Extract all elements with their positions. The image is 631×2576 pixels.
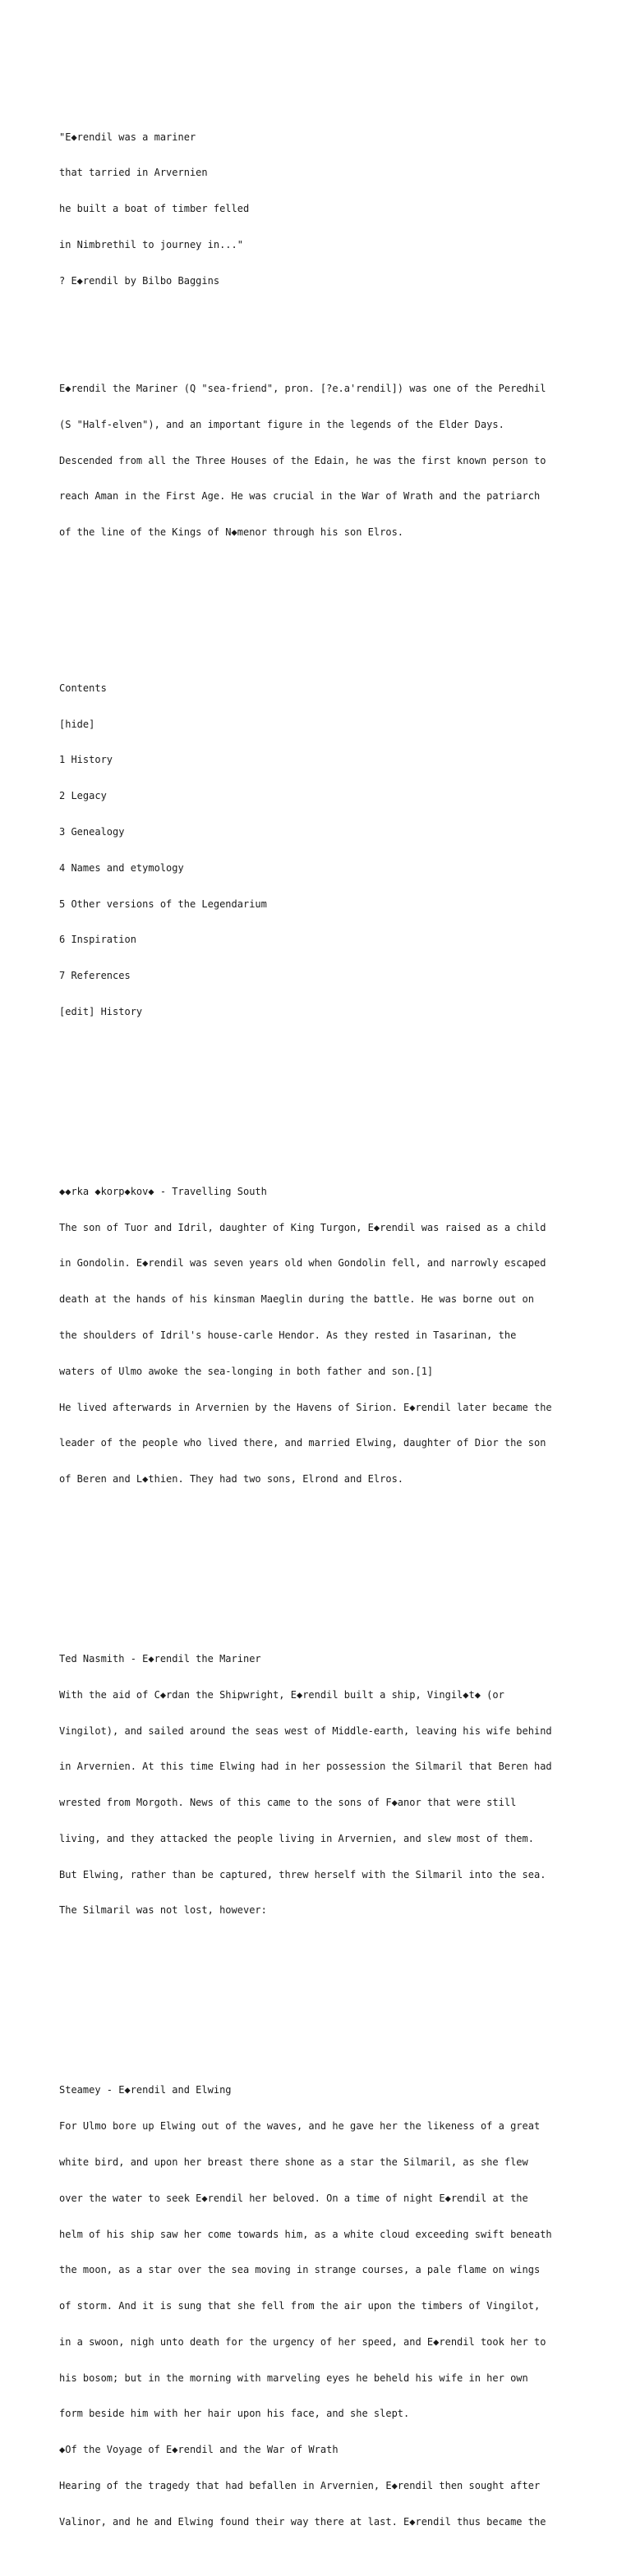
intro-paragraph bbox=[59, 359, 585, 562]
image-caption: Ted Nasmith - E◆rendil the Mariner bbox=[59, 1653, 261, 1665]
paragraph-line: in Gondolin. E◆rendil was seven years old when Gondolin fell, and narrowly escaped bbox=[59, 1257, 546, 1270]
image-caption: Steamey - E◆rendil and Elwing bbox=[59, 2084, 232, 2096]
paragraph-line: Hearing of the tragedy that had befallen in Arvernien, E◆rendil then sought after bbox=[59, 2479, 541, 2491]
paragraph-line: Valinor, and he and Elwing found their way there at last. E◆rendil thus became the bbox=[59, 2515, 546, 2528]
poem-line: that tarried in Arvernien bbox=[59, 167, 208, 179]
table-of-contents bbox=[59, 659, 585, 1042]
history-section-1 bbox=[59, 1162, 585, 1509]
quote-line: over the water to seek E◆rendil her beloved. On a time of night E◆rendil at the bbox=[59, 2192, 528, 2204]
paragraph-line: But Elwing, rather than be captured, threw herself with the Silmaril into the sea. bbox=[59, 1868, 546, 1880]
paragraph-line: of the line of the Kings of N◆menor through his son Elros. bbox=[59, 526, 404, 539]
poem-line: he built a boat of timber felled bbox=[59, 203, 250, 215]
paragraph-line: Vingilot), and sailed around the seas west of Middle-earth, leaving his wife behind bbox=[59, 1724, 552, 1737]
paragraph-line: in Arvernien. At this time Elwing had in her possession the Silmaril that Beren had bbox=[59, 1761, 552, 1773]
quote-line: form beside him with her hair upon his face, and she slept. bbox=[59, 2408, 410, 2420]
toc-item-other-versions[interactable]: 5 Other versions of the Legendarium bbox=[59, 898, 267, 910]
edit-history-heading[interactable]: [edit] History bbox=[59, 1005, 143, 1017]
history-section-2 bbox=[59, 1629, 585, 1940]
poem-block bbox=[59, 107, 585, 310]
quote-line: For Ulmo bore up Elwing out of the waves, and he gave her the likeness of a great bbox=[59, 2120, 541, 2133]
paragraph-line: E◆rendil the Mariner (Q "sea-friend", pron. [?e.a'rendil]) was one of the Peredhil bbox=[59, 383, 546, 395]
image-placeholder bbox=[59, 1977, 585, 2013]
quote-line: in a swoon, nigh unto death for the urgency of her speed, and E◆rendil took her to bbox=[59, 2335, 546, 2348]
paragraph-line: living, and they attacked the people living in Arvernien, and slew most of them. bbox=[59, 1832, 534, 1844]
contents-title: Contents bbox=[59, 682, 107, 694]
paragraph-line: death at the hands of his kinsman Maeglin during the battle. He was borne out on bbox=[59, 1293, 534, 1306]
image-placeholder bbox=[59, 1545, 585, 1582]
toc-item-genealogy[interactable]: 3 Genealogy bbox=[59, 826, 125, 838]
toc-item-history[interactable]: 1 History bbox=[59, 754, 113, 766]
spacer bbox=[59, 599, 585, 611]
paragraph-line: With the aid of C◆rdan the Shipwright, E◆rendil built a ship, Vingil◆t◆ (or bbox=[59, 1688, 504, 1701]
poem-line: in Nimbrethil to journey in..." bbox=[59, 238, 243, 250]
quote-line: his bosom; but in the morning with marveling eyes he beheld his wife in her own bbox=[59, 2372, 528, 2384]
image-caption: ◆◆rka ◆korp◆kov◆ - Travelling South bbox=[59, 1185, 267, 1197]
document-page bbox=[59, 59, 585, 2576]
toc-item-references[interactable]: 7 References bbox=[59, 970, 131, 982]
toc-item-names-etymology[interactable]: 4 Names and etymology bbox=[59, 861, 184, 874]
quote-source: ◆Of the Voyage of E◆rendil and the War of Wrath bbox=[59, 2444, 339, 2456]
paragraph-line: (S "Half-elven"), and an important figure in the legends of the Elder Days. bbox=[59, 418, 504, 430]
paragraph-line: waters of Ulmo awoke the sea-longing in both father and son.[1] bbox=[59, 1365, 434, 1377]
paragraph-line: wrested from Morgoth. News of this came to the sons of F◆anor that were still bbox=[59, 1797, 517, 1809]
quote-line: white bird, and upon her breast there shone as a star the Silmaril, as she flew bbox=[59, 2156, 528, 2168]
poem-line: "E◆rendil was a mariner bbox=[59, 131, 196, 143]
quote-line: the moon, as a star over the sea moving in strange courses, a pale flame on wings bbox=[59, 2264, 541, 2276]
paragraph-line: leader of the people who lived there, and married Elwing, daughter of Dior the son bbox=[59, 1437, 546, 1449]
quote-line: helm of his ship saw her come towards him, as a white cloud exceeding swift beneath bbox=[59, 2228, 552, 2240]
paragraph-line: The son of Tuor and Idril, daughter of King Turgon, E◆rendil was raised as a child bbox=[59, 1221, 546, 1233]
toc-item-inspiration[interactable]: 6 Inspiration bbox=[59, 934, 136, 946]
paragraph-line: The Silmaril was not lost, however: bbox=[59, 1904, 267, 1917]
paragraph-line: Descended from all the Three Houses of the Edain, he was the first known person to bbox=[59, 454, 546, 466]
paragraph-line: reach Aman in the First Age. He was crucial in the War of Wrath and the patriarch bbox=[59, 490, 541, 503]
paragraph-line: the shoulders of Idril's house-carle Hendor. As they rested in Tasarinan, the bbox=[59, 1329, 517, 1341]
toc-item-legacy[interactable]: 2 Legacy bbox=[59, 790, 107, 802]
poem-attribution: ? E◆rendil by Bilbo Baggins bbox=[59, 274, 220, 287]
contents-hide-toggle[interactable]: [hide] bbox=[59, 718, 95, 730]
paragraph-line: of Beren and L◆thien. They had two sons, Elrond and Elros. bbox=[59, 1473, 404, 1485]
quote-line: of storm. And it is sung that she fell from the air upon the timbers of Vingilot, bbox=[59, 2300, 541, 2312]
image-placeholder bbox=[59, 1077, 585, 1114]
history-section-3 bbox=[59, 2060, 585, 2551]
paragraph-line: He lived afterwards in Arvernien by the Havens of Sirion. E◆rendil later became the bbox=[59, 1401, 552, 1413]
